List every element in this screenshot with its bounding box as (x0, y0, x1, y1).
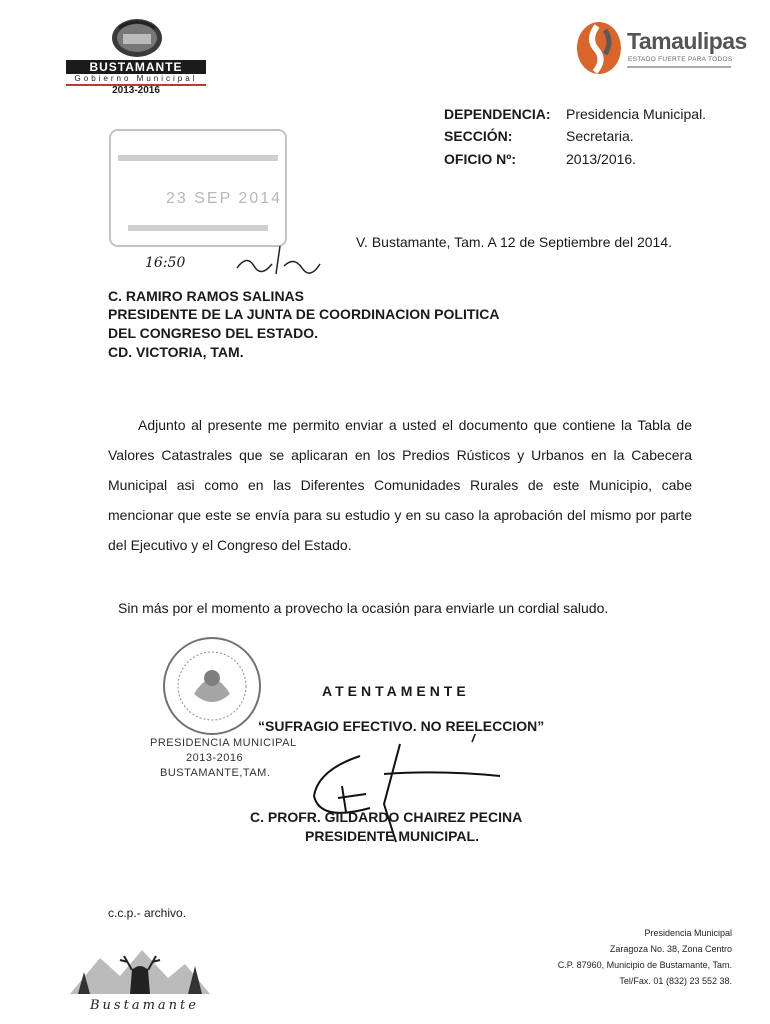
stamp-frame-icon (108, 128, 288, 248)
footer-logo-text: Bustamante (90, 998, 199, 1013)
addressee-name: C. RAMIRO RAMOS SALINAS (108, 288, 304, 304)
motto: “SUFRAGIO EFECTIVO. NO REELECCION” (258, 718, 545, 734)
seal-years: 2013-2016 (186, 752, 244, 764)
closing-paragraph: Sin más por el momento a provecho la ocasión para enviarle un cordial saludo. (118, 600, 609, 616)
seccion-value: Secretaria. (566, 128, 634, 144)
footer-city: C.P. 87960, Municipio de Bustamante, Tam. (557, 960, 732, 970)
stamp-time: 16:50 (145, 255, 186, 271)
official-seal-icon (160, 634, 264, 738)
date-line: V. Bustamante, Tam. A 12 de Septiembre del 2014. (356, 234, 672, 250)
seal-office: PRESIDENCIA MUNICIPAL (150, 737, 297, 749)
seccion-label: SECCIÓN: (444, 128, 513, 144)
dependencia-value: Presidencia Municipal. (566, 106, 707, 122)
state-logo (575, 20, 747, 80)
dependencia-label: DEPENDENCIA: (444, 106, 551, 122)
received-signature-icon (232, 240, 322, 280)
body-paragraph: Adjunto al presente me permito enviar a usted el documento que contiene la Tabla de Valores Catastrales que se aplicaran en los Predios Rústicos y Urbanos en la Cabecera Municipal asi como en las Diferentes Comunidades Rurales de este Municipio, cabe mencionar que este se envía para su estudio y en su caso la aprobación del mismo por parte del Ejecutivo y el Congreso del Estado. (108, 417, 692, 553)
state-logo-rule (627, 66, 731, 68)
addressee-institution: DEL CONGRESO DEL ESTADO. (108, 325, 319, 341)
deer-mountains-icon (70, 936, 210, 998)
municipality-subtitle: Gobierno Municipal (66, 74, 206, 86)
signer-title: PRESIDENTE MUNICIPAL. (305, 828, 479, 844)
footer-street: Zaragoza No. 38, Zona Centro (609, 944, 732, 954)
received-stamp (108, 128, 288, 248)
municipal-crest-icon (109, 14, 165, 58)
municipality-name: BUSTAMANTE (66, 60, 206, 74)
atentamente-heading: ATENTAMENTE (322, 683, 470, 699)
oficio-label: OFICIO Nº: (444, 151, 516, 167)
stamp-date: 23 SEP 2014 (166, 190, 283, 207)
footer-logo (70, 936, 210, 1016)
ccp-line: c.c.p.- archivo. (108, 906, 187, 920)
signer-name: C. PROFR. GILDARDO CHAIREZ PECINA (250, 809, 523, 825)
oficio-value: 2013/2016. (566, 151, 637, 167)
municipality-logo (66, 14, 206, 94)
seal-municipality: BUSTAMANTE,TAM. (160, 767, 271, 779)
addressee-city: CD. VICTORIA, TAM. (108, 344, 244, 360)
tamaulipas-emblem-icon (575, 20, 623, 76)
addressee-position: PRESIDENTE DE LA JUNTA DE COORDINACION POLITICA (108, 306, 500, 322)
footer-office: Presidencia Municipal (644, 928, 732, 938)
footer-phone: Tel/Fax. 01 (832) 23 552 38. (619, 976, 732, 986)
municipality-years: 2013-2016 (112, 85, 160, 96)
state-slogan: ESTADO FUERTE PARA TODOS (628, 56, 733, 63)
state-name: Tamaulipas (627, 28, 747, 54)
